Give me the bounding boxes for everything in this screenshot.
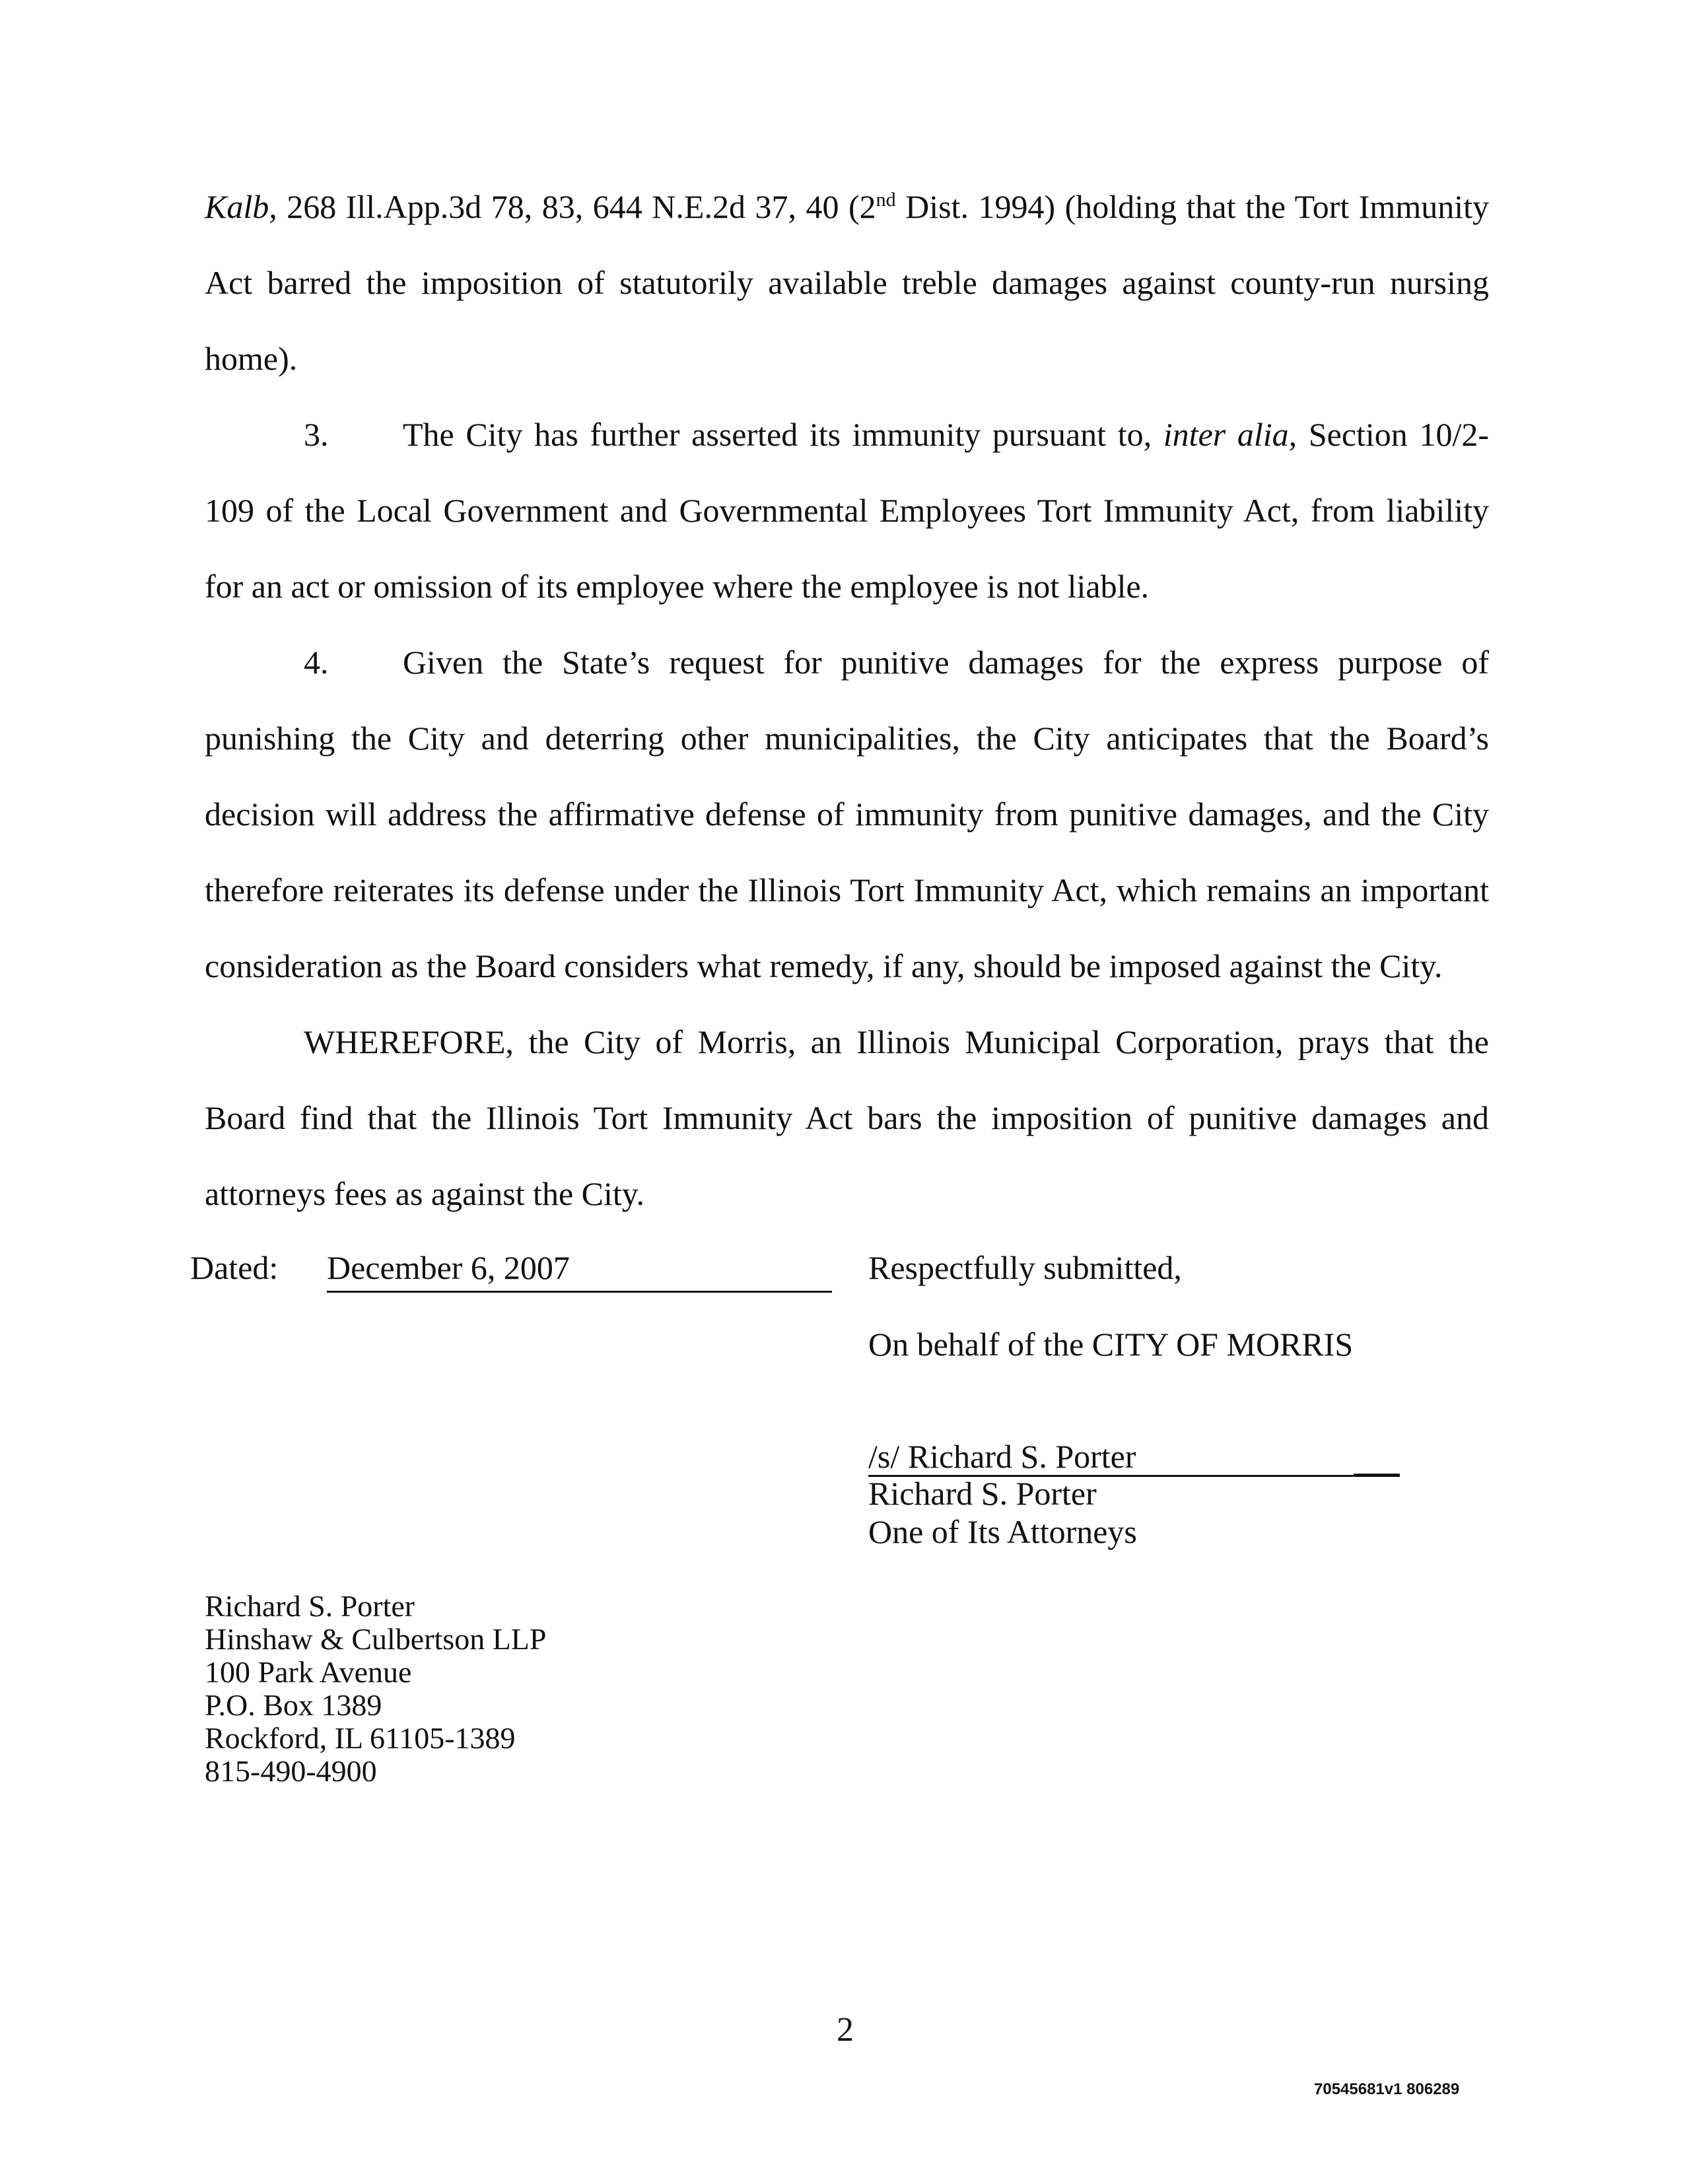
case-name: Kalb,	[205, 188, 277, 225]
para4-line-4: therefore reiterates its defense under the Illinois Tort Immunity Act, which remains an important	[205, 871, 1489, 908]
para4-line-2: punishing the City and deterring other municipalities, the City anticipates that the Board’s	[205, 720, 1489, 757]
dated-underline	[327, 1291, 832, 1293]
para4-number: 4.	[304, 644, 329, 681]
on-behalf: On behalf of the CITY OF MORRIS	[868, 1326, 1354, 1363]
citation-line-3: home).	[205, 340, 298, 377]
para4-line-5: consideration as the Board considers what remedy, if any, should be imposed against the City.	[205, 947, 1443, 984]
citation-text-end: Dist. 1994) (holding that the Tort Immunity	[895, 188, 1489, 225]
address-firm: Hinshaw & Culbertson LLP	[205, 1622, 547, 1656]
e-signature: /s/ Richard S. Porter	[868, 1438, 1136, 1475]
signer-name: Richard S. Porter	[868, 1475, 1097, 1512]
para3-line-3: for an act or omission of its employee where the employee is not liable.	[205, 568, 1150, 605]
dated-label: Dated:	[190, 1249, 279, 1286]
address-phone: 815-490-4900	[205, 1754, 377, 1788]
wherefore-line-3: attorneys fees as against the City.	[205, 1175, 645, 1212]
address-city: Rockford, IL 61105-1389	[205, 1721, 516, 1755]
address-po-box: P.O. Box 1389	[205, 1688, 382, 1722]
page-number: 2	[837, 2011, 854, 2049]
closing: Respectfully submitted,	[868, 1249, 1182, 1286]
wherefore-line-1: WHEREFORE, the City of Morris, an Illinois Municipal Corporation, prays that the	[304, 1023, 1489, 1060]
para3-line-1	[304, 415, 1489, 454]
dated-value: December 6, 2007	[327, 1249, 570, 1286]
para3-italic: inter alia,	[1163, 416, 1297, 453]
para4-text: Given the State’s request for punitive damages for the express purpose of	[403, 644, 1489, 681]
address-name: Richard S. Porter	[205, 1589, 415, 1623]
signature-line-end	[1354, 1474, 1400, 1477]
para3-text-a: The City has further asserted its immunity pursuant to,	[403, 416, 1163, 453]
wherefore-line-2: Board find that the Illinois Tort Immunity Act bars the imposition of punitive damages and	[205, 1099, 1489, 1136]
signer-role: One of Its Attorneys	[868, 1513, 1137, 1550]
citation-line-1	[205, 187, 1489, 226]
citation-text: 268 Ill.App.3d 78, 83, 644 N.E.2d 37, 40 (2	[277, 188, 876, 225]
attorney-address	[205, 1590, 546, 1788]
para3-line-2: 109 of the Local Government and Governmental Employees Tort Immunity Act, from liability	[205, 492, 1489, 529]
para3-number: 3.	[304, 416, 329, 453]
document-id: 70545681v1 806289	[1314, 2080, 1460, 2098]
address-street: 100 Park Avenue	[205, 1655, 412, 1689]
para3-text-b: Section 10/2-	[1297, 416, 1489, 453]
para4-line-3: decision will address the affirmative defense of immunity from punitive damages, and the City	[205, 796, 1489, 833]
ordinal-suffix: nd	[876, 189, 896, 211]
para4-line-1	[304, 642, 1489, 682]
citation-line-2: Act barred the imposition of statutorily available treble damages against county-run nursing	[205, 264, 1489, 301]
